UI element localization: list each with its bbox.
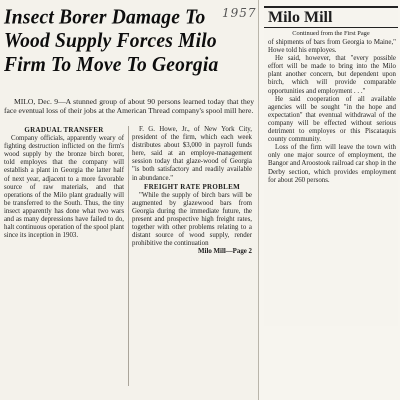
- headline-line-1: Insect Borer Damage To: [4, 6, 206, 29]
- continuation-paragraph: Loss of the firm will leave the town with only one major source of employment, the Bangor and Aroostook railroad car shop in the Derby section, which provides employment for about 260 persons.: [268, 144, 396, 184]
- continuation-title: Milo Mill: [264, 6, 398, 28]
- subhead-gradual-transfer: GRADUAL TRANSFER: [24, 126, 104, 134]
- article-columns: [4, 126, 256, 396]
- column-divider: [128, 126, 129, 386]
- column-2: [132, 126, 252, 257]
- right-article: [264, 6, 398, 326]
- subhead-freight-rate: FREIGHT RATE PROBLEM: [144, 182, 240, 191]
- jump-line: Milo Mill—Page 2: [198, 248, 252, 256]
- column-2-text-2: "While the supply of birch bars will be augmented by glazewood bars from Georgia during the immediate future, the present and prospective high freight rates, together with other problems relating to a distant source of wood supply, render prohibitive the continuation: [132, 191, 252, 248]
- headline: [4, 6, 232, 77]
- continuation-paragraph: He said, however, that "every possible effort will be made to bring into the Milo plant another concern, but dependent upon birch, which will provide comparable opportunities and employment . . .": [268, 55, 396, 95]
- column-2-text: F. G. Howe, Jr., of New York City, president of the firm, which each week distributes about $3,000 in payroll funds here, said at an employe-management session today that glaze-wood of Georgia "is both satisfactory and readily available in abundance.": [132, 126, 252, 182]
- column-1: [4, 126, 124, 240]
- lead-paragraph: MILO, Dec. 9—A stunned group of about 90 persons learned today that they face eventual loss of their jobs at the American Thread company's spool mill here.: [4, 97, 254, 115]
- headline-line-2: Wood Supply Forces Milo: [4, 29, 217, 53]
- continuation-body: [264, 39, 398, 185]
- continued-note: Continued from the First Page: [292, 30, 370, 37]
- continuation-paragraph: He said cooperation of all available agencies will be sought "in the hope and expectation" that eventual withdrawal of the company will be effected without serious detriment to employes or this Piscataquis county community.: [268, 95, 396, 144]
- headline-line-3: Firm To Move To Georgia: [4, 53, 219, 77]
- column-1-text: Company officials, apparently weary of fighting destruction inflicted on the firm's wood supply by the bronze birch borer, told employes that the company will establish a plant in Georgia the latter half of next year, adjacent to a more favorable source of raw materials, and that operations of the Milo plant gradually will be transferred to the South. Thus, the tiny insect apparently has done what two wars and as many depressions have failed to do, halt continuous operation of the spool plant since its inception in 1903.: [4, 135, 124, 240]
- handwritten-year: 1957: [222, 6, 257, 20]
- continuation-paragraph: of shipments of bars from Georgia to Maine," Howe told his employes.: [268, 39, 396, 55]
